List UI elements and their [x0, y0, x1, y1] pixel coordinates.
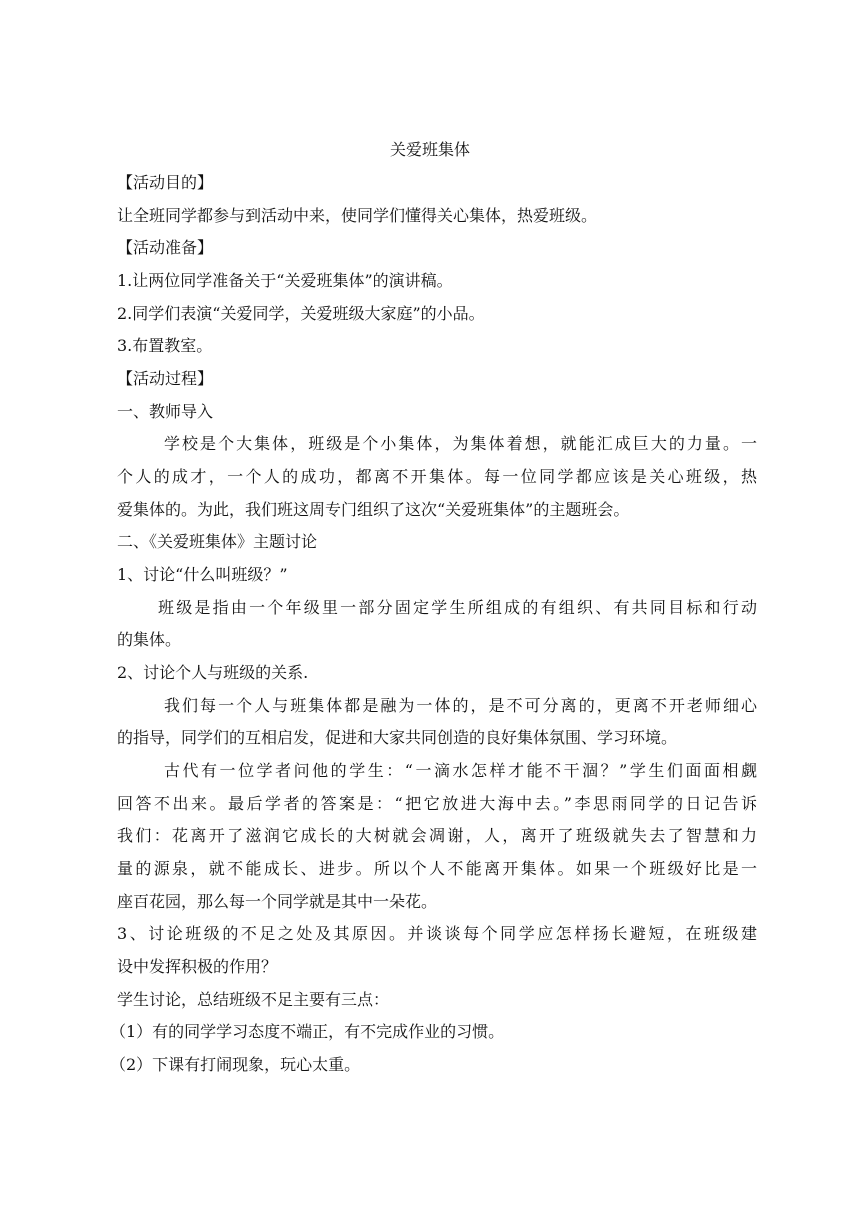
question3-item: （1）有的同学学习态度不端正，有不完成作业的习惯。: [110, 1022, 505, 1041]
page-title: 关爱班集体: [389, 140, 470, 159]
section2-title: 二、《关爱班集体》主题讨论: [117, 532, 318, 551]
question3-title-line: 设中发挥积极的作用？: [117, 957, 278, 976]
question3-item: （2）下课有打闹现象，玩心太重。: [110, 1055, 361, 1074]
question2-paragraph-line: 回答不出来。最后学者的答案是：“把它放进大海中去。”李思雨同学的日记告诉: [117, 794, 757, 813]
question2-paragraph-line: 的指导，同学们的互相启发，促进和大家共同创造的良好集体氛围、学习环境。: [117, 728, 678, 747]
heading-prep: 【活动准备】: [117, 238, 214, 257]
question3-title-line: 3、讨论班级的不足之处及其原因。并谈谈每个同学应怎样扬长避短，在班级建: [117, 924, 757, 943]
question1-title: 1、讨论“什么叫班级？”: [117, 565, 288, 584]
question2-paragraph-line: 量的源泉，就不能成长、进步。所以个人不能离开集体。如果一个班级好比是一: [117, 859, 757, 878]
section1-paragraph-line: 爱集体的。为此，我们班这周专门组织了这次“关爱班集体”的主题班会。: [117, 500, 630, 519]
prep-item: 3.布置教室。: [117, 336, 213, 355]
prep-item: 2.同学们表演“关爱同学，关爱班级大家庭”的小品。: [117, 304, 485, 323]
purpose-text: 让全班同学都参与到活动中来，使同学们懂得关心集体，热爱班级。: [117, 206, 598, 225]
prep-item: 1.让两位同学准备关于“关爱班集体”的演讲稿。: [117, 271, 453, 290]
section1-paragraph-line: 学校是个大集体，班级是个小集体，为集体着想，就能汇成巨大的力量。一: [164, 434, 757, 453]
question3-intro: 学生讨论，总结班级不足主要有三点：: [117, 990, 390, 1009]
section1-title: 一、教师导入: [117, 402, 214, 421]
question2-paragraph-line: 古代有一位学者问他的学生：“一滴水怎样才能不干涸？”学生们面面相觑: [164, 761, 757, 780]
question2-paragraph-line: 我们：花离开了滋润它成长的大树就会凋谢，人，离开了班级就失去了智慧和力: [117, 826, 757, 845]
heading-purpose: 【活动目的】: [117, 173, 214, 192]
heading-process: 【活动过程】: [117, 369, 214, 388]
section1-paragraph-line: 个人的成才，一个人的成功，都离不开集体。每一位同学都应该是关心班级，热: [117, 467, 757, 486]
question1-paragraph-line: 的集体。: [117, 630, 182, 649]
question2-title: 2、讨论个人与班级的关系.: [117, 663, 309, 682]
question2-paragraph-line: 我们每一个人与班集体都是融为一体的，是不可分离的，更离不开老师细心: [164, 696, 757, 715]
question2-paragraph-line: 座百花园，那么每一个同学就是其中一朵花。: [117, 892, 438, 911]
question1-paragraph-line: 班级是指由一个年级里一部分固定学生所组成的有组织、有共同目标和行动: [158, 598, 757, 617]
